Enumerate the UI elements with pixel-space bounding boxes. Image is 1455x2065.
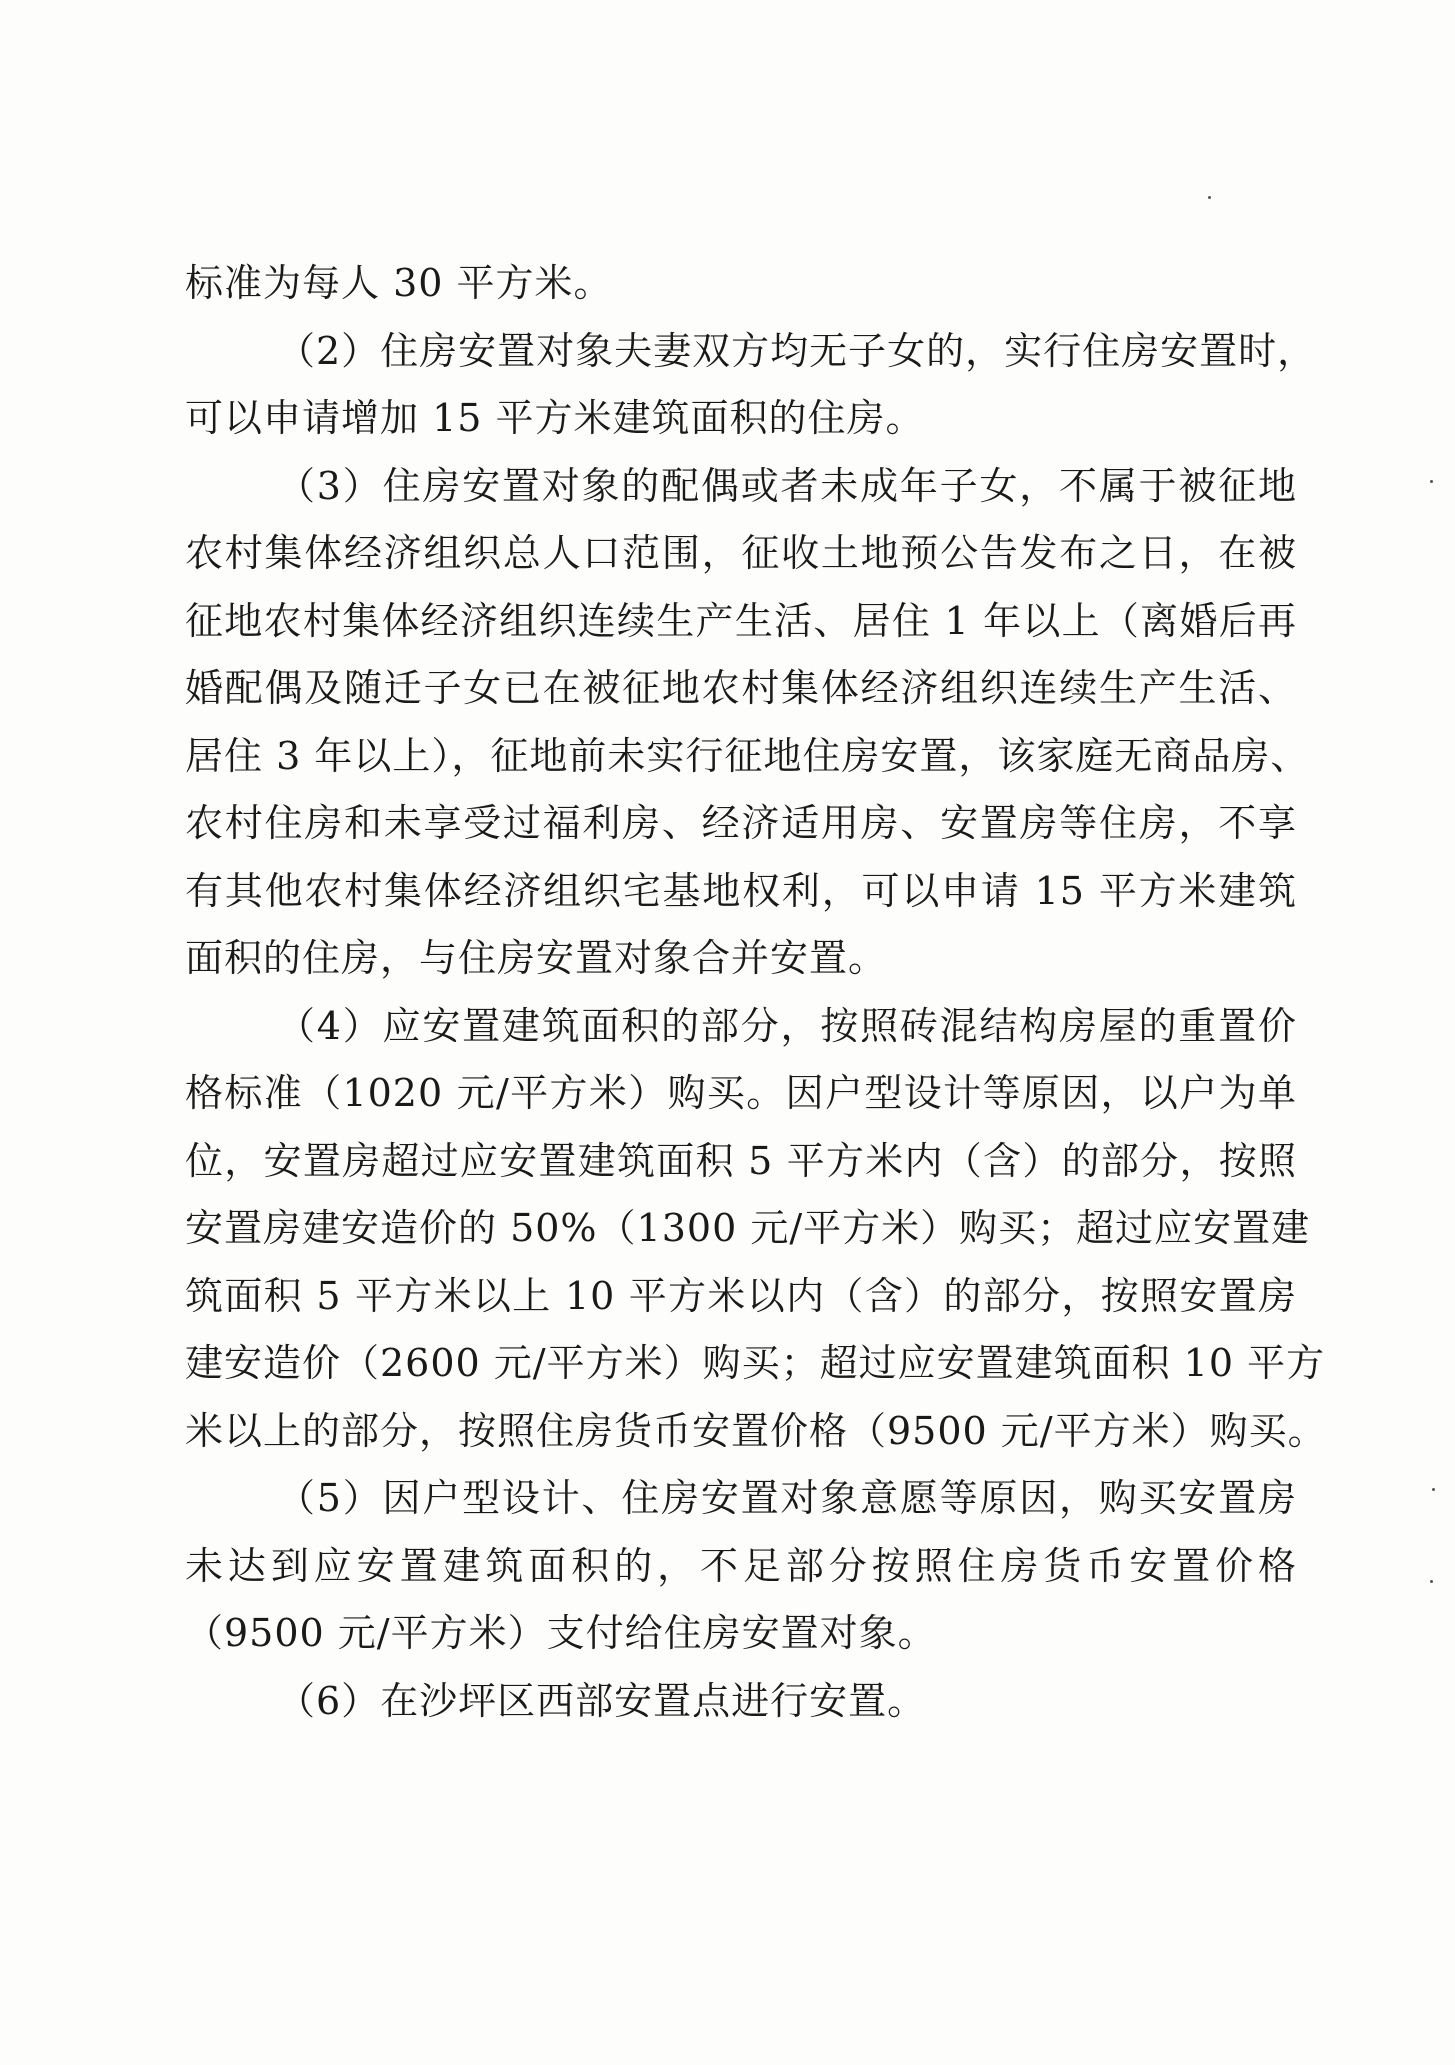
text-line: 标准为每人 30 平方米。 xyxy=(185,261,613,305)
document-body xyxy=(185,250,1327,1735)
text-line: （3）住房安置对象的配偶或者未成年子女，不属于被征地 xyxy=(277,463,1297,508)
text-line: 征地农村集体经济组织连续生产生活、居住 1 年以上（离婚后再 xyxy=(185,598,1297,643)
text-line: 建安造价（2600 元/平方米）购买；超过应安置建筑面积 10 平方 xyxy=(185,1341,1326,1385)
text-line: 筑面积 5 平方米以上 10 平方米以内（含）的部分，按照安置房 xyxy=(185,1273,1297,1318)
text-line: （5）因户型设计、住房安置对象意愿等原因，购买安置房 xyxy=(277,1476,1297,1520)
scan-speck xyxy=(1430,480,1433,483)
text-line: 位，安置房超过应安置建筑面积 5 平方米内（含）的部分，按照 xyxy=(185,1138,1297,1183)
text-line: 米以上的部分，按照住房货币安置价格（9500 元/平方米）购买。 xyxy=(185,1408,1327,1453)
text-line: 居住 3 年以上），征地前未实行征地住房安置，该家庭无商品房、 xyxy=(185,733,1310,778)
text-line: 有其他农村集体经济组织宅基地权利，可以申请 15 平方米建筑 xyxy=(185,868,1297,913)
text-line: 农村集体经济组织总人口范围，征收土地预公告发布之日，在被 xyxy=(185,531,1297,575)
text-line: 可以申请增加 15 平方米建筑面积的住房。 xyxy=(185,396,925,440)
text-line: （2）住房安置对象夫妻双方均无子女的，实行住房安置时， xyxy=(277,328,1317,373)
text-line: 格标准（1020 元/平方米）购买。因户型设计等原因，以户为单 xyxy=(185,1071,1297,1115)
text-line: 面积的住房，与住房安置对象合并安置。 xyxy=(185,936,888,980)
text-line: 婚配偶及随迁子女已在被征地农村集体经济组织连续生产生活、 xyxy=(185,666,1297,710)
scan-speck xyxy=(1430,1580,1433,1583)
text-line: （4）应安置建筑面积的部分，按照砖混结构房屋的重置价 xyxy=(277,1003,1297,1048)
text-line: 农村住房和未享受过福利房、经济适用房、安置房等住房，不享 xyxy=(185,801,1297,845)
scan-speck xyxy=(1208,196,1211,199)
scan-speck xyxy=(1432,1488,1435,1491)
text-line: （6）在沙坪区西部安置点进行安置。 xyxy=(277,1678,927,1723)
text-line: （9500 元/平方米）支付给住房安置对象。 xyxy=(185,1611,937,1655)
text-line: 未达到应安置建筑面积的，不足部分按照住房货币安置价格 xyxy=(185,1543,1297,1588)
text-line: 安置房建安造价的 50%（1300 元/平方米）购买；超过应安置建 xyxy=(185,1206,1311,1250)
